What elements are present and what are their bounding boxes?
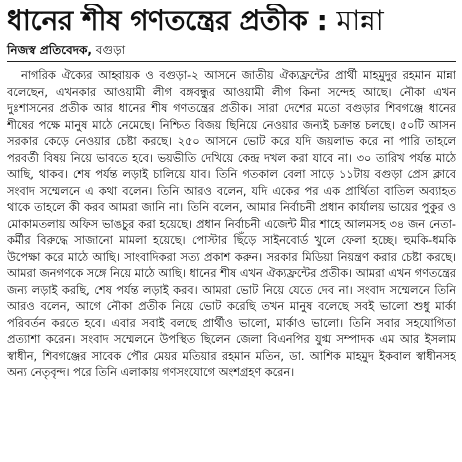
byline-reporter: নিজস্ব প্রতিবেদক, xyxy=(7,43,92,57)
headline-speaker: মান্না xyxy=(336,4,384,37)
byline-location: বগুড়া xyxy=(95,43,126,57)
byline-divider xyxy=(7,61,456,62)
article-body xyxy=(7,68,456,419)
article-paragraph: নাগরিক ঐক্যের আহ্বায়ক ও বগুড়া-২ আসনে জাতীয় ঐক্যফ্রন্টের প্রার্থী মাহমুদুর রহমান মান্না বলেছেন, এখনকার আওয়ামী লীগ বঙ্গবন্ধুর আওয়ামী লীগ কিনা সন্দেহ আছে। নৌকা এখন দুঃশাসনের প্রতীক আর ধানের শীষ গণতন্ত্রের প্রতীক। সারা দেশের মতো বগুড়ার শিবগঞ্জে ধানের শীষের পক্ষে মানুষ মাঠে নেমেছে। নিশ্চিত বিজয় ছিনিয়ে নেওয়ার জন্যই চক্রান্ত চলছে। ৫০টি আসন সরকার কেড়ে নেওয়ার চেষ্টা করছে। ২৫০ আসনে ভোট করে যদি জয়লাভ করে না পারি তাহলে পরবর্তী বিষয় নিয়ে ভাবতে হবে। ভয়ভীতি দেখিয়ে কেন্দ্র দখল করা যাবে না। ৩০ তারিখ পর্যন্ত মাঠে আছি, থাকব। শেষ পর্যন্ত লড়াই চালিয়ে যাব। তিনি গতকাল বেলা সাড়ে ১১টায় বগুড়া প্রেস ক্লাবে সংবাদ সম্মেলনে এ কথা বলেন। তিনি আরও বলেন, যদি একের পর এক প্রার্থিতা বাতিল অব্যাহত থাকে তাহলে কী করব আমরা জানি না। তিনি বলেন, আমার নির্বাচনী প্রধান কার্যালয় ভায়ের পুকুর ও মোকামতলায় অফিস ভাঙচুর করা হয়েছে। প্রধান নির্বাচনী এজেন্ট মীর শাহে আলমসহ ৩৪ জন নেতা-কর্মীর বিরুদ্ধে সাজানো মামলা হয়েছে। পোস্টার ছিঁড়ে সাইনবোর্ড খুলে ফেলা হচ্ছে। হুমকি-ধমকি উপেক্ষা করে মাঠে আছি। সাংবাদিকরা সত্য প্রকাশ করুন। সরকার মিডিয়া নিয়ন্ত্রণ করার চেষ্টা করছে। আমরা জনগণকে সঙ্গে নিয়ে মাঠে আছি। ধানের শীষ এখন ঐক্যফ্রন্টের প্রতীক। আমরা এখন গণতন্ত্রের জন্য লড়াই করছি, শেষ পর্যন্ত লড়াই করব। আমরা ভোট নিয়ে যেতে দেব না। সংবাদ সম্মেলনে তিনি আরও বলেন, আগে নৌকা প্রতীক নিয়ে ভোট করেছি তখন মানুষ বলেছে সবই ভালো শুধু মার্কা পরিবর্তন করতে হবে। এবার সবাই বলছে প্রার্থীও ভালো, মার্কাও ভালো। তিনি সবার সহযোগিতা প্রত্যাশা করেন। সংবাদ সম্মেলনে উপস্থিত ছিলেন জেলা বিএনপির যুগ্ম সম্পাদক এম আর ইসলাম স্বাধীন, শিবগঞ্জের সাবেক পৌর মেয়র মতিয়ার রহমান মতিন, ডা. আশিক মাহমুদ ইকবাল স্বাধীনসহ অন্য নেতৃবৃন্দ। পরে তিনি এলাকায় গণসংযোগে অংশগ্রহণ করেন। xyxy=(7,69,456,379)
article-headline xyxy=(7,4,456,40)
headline-text: ধানের শীষ গণতন্ত্রের প্রতীক : xyxy=(7,4,328,37)
article-byline xyxy=(7,42,456,59)
